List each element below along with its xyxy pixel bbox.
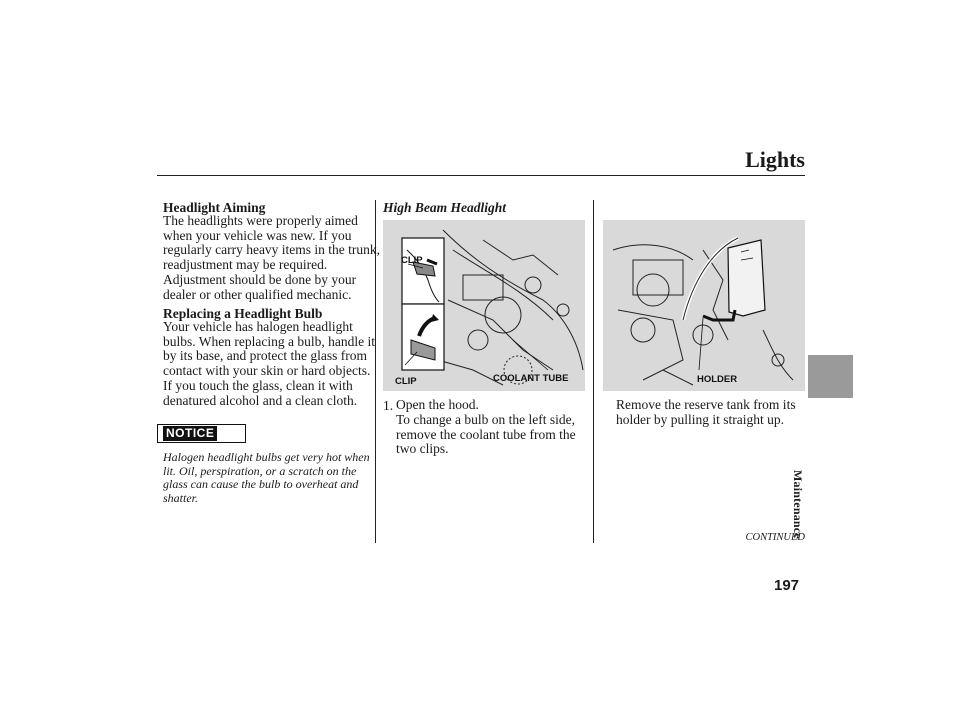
page-title: Lights xyxy=(745,147,805,172)
coolant-tube-figure xyxy=(383,220,585,391)
step-number: 1. xyxy=(383,398,394,413)
reserve-tank-instructions: Remove the reserve tank from its holder by pulling it straight up. xyxy=(616,397,796,427)
notice-text: Halogen headlight bulbs get very hot when lit. Oil, perspiration, or a scratch on the glass can cause the bulb to overheat and shatter. xyxy=(163,450,370,506)
coolant-tube-label: COOLANT TUBE xyxy=(493,373,569,384)
headlight-aiming-text: The headlights were properly aimed when your vehicle was new. If you regularly carry heavy items in the trunk, readjustment may be required. Adjustment should be done by your dealer or other qualified mechanic. xyxy=(163,213,381,302)
clip-label-bottom: CLIP xyxy=(395,376,417,387)
step-line-1: Open the hood. xyxy=(396,397,479,412)
notice-box xyxy=(157,424,246,443)
clip-label-top: CLIP xyxy=(401,255,423,266)
replacing-bulb-heading: Replacing a Headlight Bulb xyxy=(163,306,323,321)
headlight-aiming-heading: Headlight Aiming xyxy=(163,200,266,215)
replacing-bulb-text: Your vehicle has halogen headlight bulbs. When replacing a bulb, handle it by its base, and protect the glass from contact with your skin or hard objects. If you touch the glass, clean it with denatured alcohol and a clean cloth. xyxy=(163,319,375,408)
section-tab xyxy=(808,355,853,398)
reserve-tank-illustration xyxy=(603,220,805,391)
column-divider-right xyxy=(593,200,594,543)
notice-label: NOTICE xyxy=(163,426,217,441)
holder-label: HOLDER xyxy=(697,374,738,385)
header-rule xyxy=(157,175,805,176)
section-label: Maintenance xyxy=(791,470,805,539)
engine-illustration xyxy=(383,220,585,391)
step-instructions: To change a bulb on the left side, remove the coolant tube from the two clips. xyxy=(396,412,576,457)
continued-label: CONTINUED xyxy=(745,532,805,543)
reserve-tank-figure xyxy=(603,220,805,391)
high-beam-heading: High Beam Headlight xyxy=(383,200,507,215)
page-number: 197 xyxy=(774,577,800,594)
